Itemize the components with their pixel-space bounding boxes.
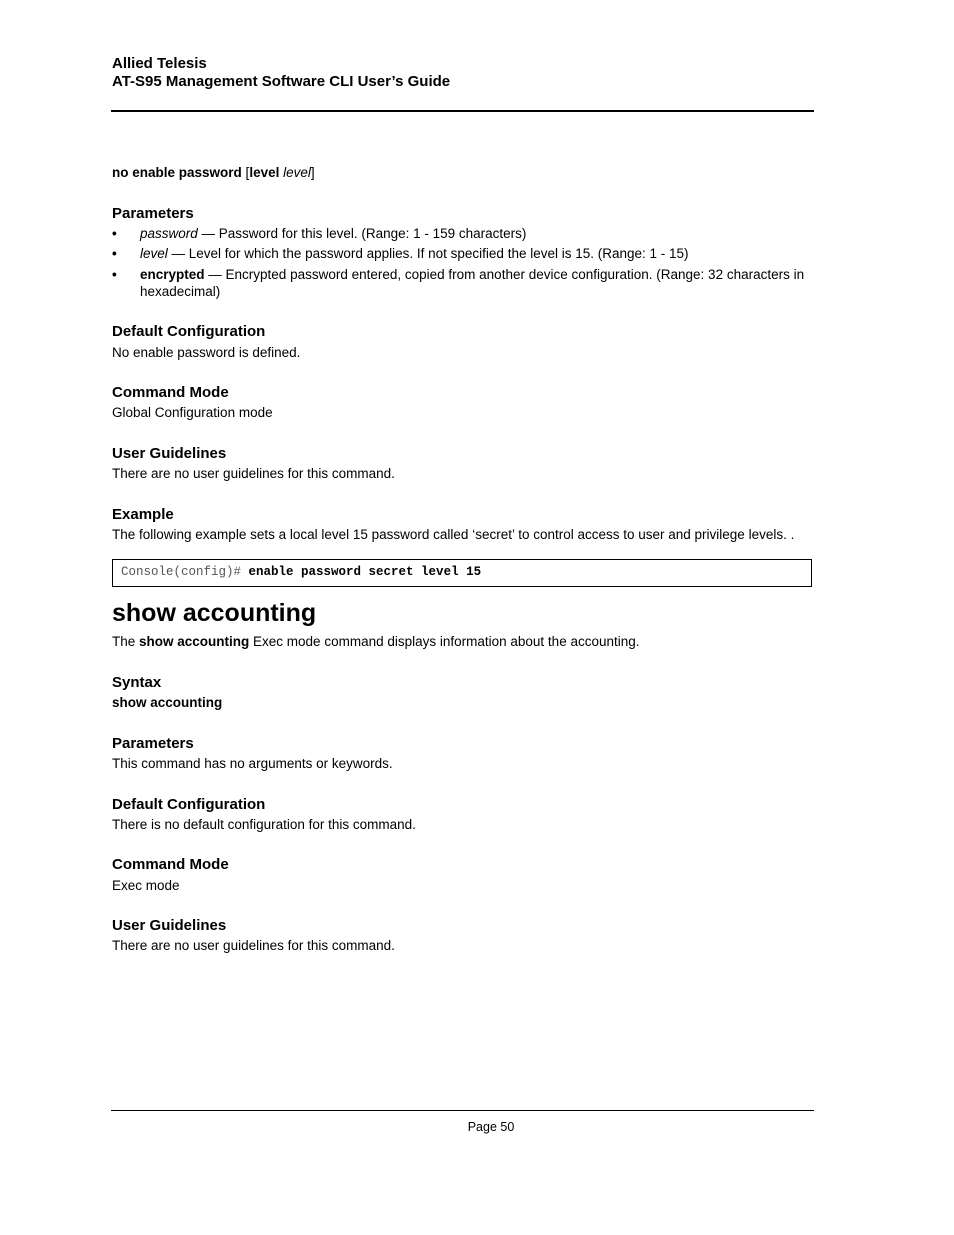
syntax-command: no enable password [112,165,242,180]
parameter-description: — Password for this level. (Range: 1 - 159 characters) [197,226,527,241]
command-mode-text: Global Configuration mode [112,405,273,420]
code-example-box [112,559,812,587]
parameter-description: — Encrypted password entered, copied from another device configuration. (Range: 32 characters in hexadecimal) [140,267,805,299]
default-configuration-heading-2: Default Configuration [112,796,266,813]
parameter-term: level [140,246,168,261]
bullet-glyph: • [112,226,117,241]
command-mode-heading: Command Mode [112,384,229,401]
example-heading: Example [112,506,174,523]
footer-rule [111,1110,814,1111]
command-mode-heading-2: Command Mode [112,856,229,873]
example-text: The following example sets a local level 15 password called ‘secret’ to control access to user and privilege levels. . [112,527,795,542]
default-configuration-heading: Default Configuration [112,323,266,340]
syntax-line [112,164,315,181]
intro-command: show accounting [139,634,250,649]
parameter-item-encrypted [112,266,812,302]
intro-suffix: Exec mode command displays information about the accounting. [249,634,640,649]
syntax-heading: Syntax [112,674,162,691]
bullet-glyph: • [112,246,117,261]
code-line [121,564,481,581]
command-intro [112,633,640,650]
default-configuration-text-2: There is no default configuration for this command. [112,817,416,832]
page-number: Page 50 [467,1120,515,1134]
user-guidelines-heading-2: User Guidelines [112,917,227,934]
user-guidelines-heading: User Guidelines [112,445,227,462]
syntax-close-bracket: ] [310,165,315,180]
code-prompt: Console(config)# [121,565,249,579]
parameter-item-level [112,245,812,263]
parameter-term: password [140,226,198,241]
header-guide-title: AT-S95 Management Software CLI User’s Guide [112,73,451,90]
parameters-text-2: This command has no arguments or keywords. [112,756,393,771]
parameters-heading-2: Parameters [112,735,194,752]
user-guidelines-text: There are no user guidelines for this command. [112,466,395,481]
syntax-keyword: level [249,165,280,180]
parameter-description: — Level for which the password applies. If not specified the level is 15. (Range: 1 - 15) [167,246,689,261]
syntax-open-bracket: [ [245,165,250,180]
default-configuration-text: No enable password is defined. [112,345,301,360]
header-rule [111,110,814,112]
command-mode-text-2: Exec mode [112,878,180,893]
syntax-argument: level [283,165,311,180]
parameter-term: encrypted [140,267,205,282]
header-company: Allied Telesis [112,55,207,72]
intro-prefix: The [112,634,140,649]
command-title: show accounting [112,599,317,627]
code-command: enable password secret level 15 [248,565,482,579]
bullet-glyph: • [112,267,117,282]
syntax-text: show accounting [112,695,223,710]
parameter-item-password [112,225,812,243]
user-guidelines-text-2: There are no user guidelines for this command. [112,938,395,953]
parameters-heading: Parameters [112,205,194,222]
